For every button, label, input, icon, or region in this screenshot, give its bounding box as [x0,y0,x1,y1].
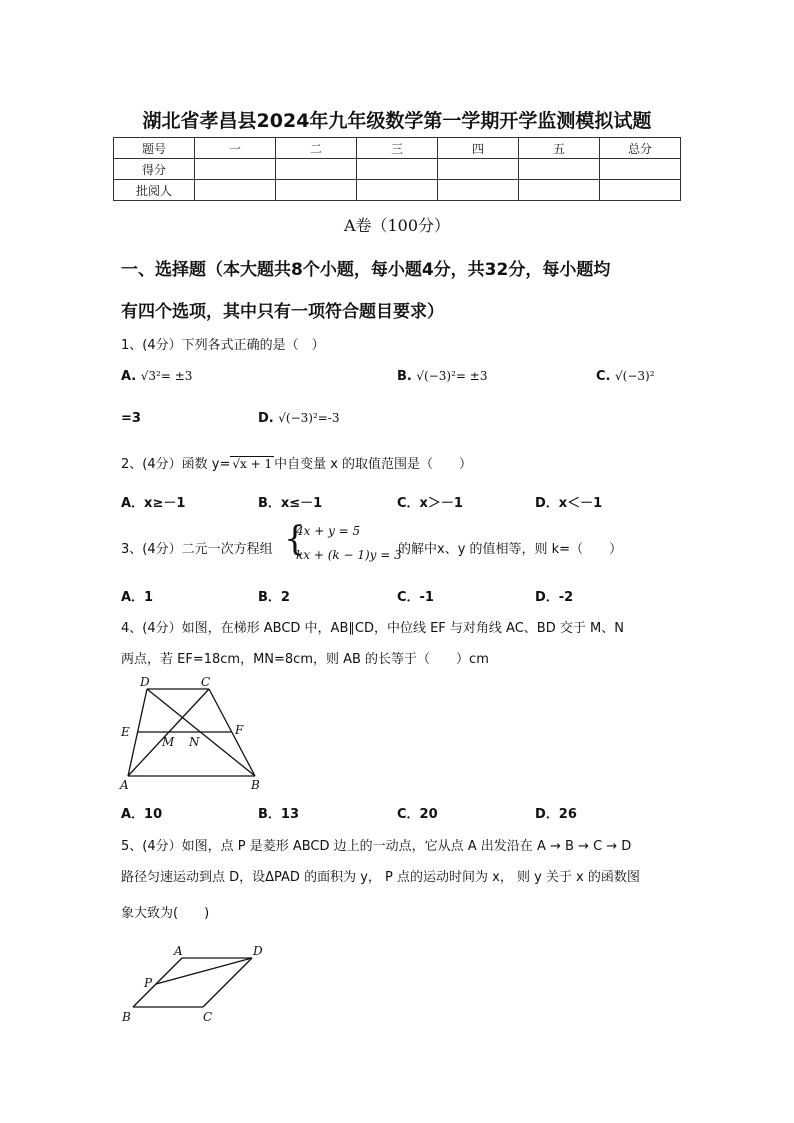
segment-pd [156,958,252,984]
label-e: E [121,725,130,739]
option-label: A. [121,369,137,384]
table-cell [600,180,681,201]
label-c: C [203,1010,213,1024]
section-heading-line2: 有四个选项，其中只有一项符合题目要求） [121,302,444,322]
label-b: B [122,1010,131,1024]
q1-option-d [258,411,340,426]
equation-1: 4x + y = 5 [296,524,361,538]
page-title: 湖北省孝昌县2024年九年级数学第一学期开学监测模拟试题 [142,110,652,132]
trapezoid-figure [115,672,275,797]
question-1-stem: 1、(4分）下列各式正确的是（ ） [121,338,325,353]
math-expression: √(−3)² [615,369,655,383]
table-header-cell: 三 [357,138,438,159]
table-header-cell: 四 [438,138,519,159]
q4-option-c: C．20 [397,807,438,822]
score-table-row [114,180,681,201]
table-cell [276,159,357,180]
question-4-line1: 4、(4分）如图，在梯形 ABCD 中，AB∥CD，中位线 EF 与对角线 AC、BD 交于 M、N [121,621,624,636]
table-cell [519,180,600,201]
q4-option-d: D．26 [535,807,577,822]
table-cell [195,180,276,201]
q4-option-b: B．13 [258,807,299,822]
edge-ab [133,958,182,1007]
stem-text: 中自变量 x 的取值范围是（ ） [274,457,473,472]
q3-option-a: A．1 [121,590,154,605]
label-f: F [235,723,244,737]
label-m: M [162,735,175,749]
q1-option-b [397,369,487,384]
equation-brace: { [284,519,306,559]
label-p: P [144,976,153,990]
q2-option-a: A．x≥－1 [121,496,186,511]
question-5-line3: 象大致为( ) [121,906,210,921]
label-a: A [120,778,129,792]
table-cell: 批阅人 [114,180,195,201]
question-5-line1: 5、(4分）如图，点 P 是菱形 ABCD 边上的一动点，它从点 A 出发沿在 A → B → C → D [121,839,632,854]
option-label: B. [397,369,412,384]
score-table-header-row [114,138,681,159]
score-table [113,137,681,201]
label-n: N [189,735,200,749]
math-expression: √x + 1 [232,457,273,471]
stem-text: 2、(4分）函数 y= [121,457,231,472]
label-b: B [251,778,260,792]
table-cell [438,180,519,201]
math-expression: √(−3)²= ±3 [416,369,488,383]
rhombus-figure [115,938,275,1028]
question-3-stem-post: 的解中x、y 的值相等，则 k=（ ） [398,542,623,557]
label-c: C [201,675,211,689]
section-heading-line1: 一、选择题（本大题共8个小题，每小题4分，共32分，每小题均 [121,260,611,280]
q1-option-a [121,369,192,384]
table-cell [357,159,438,180]
edge-cd [203,958,252,1007]
q3-option-c: C．-1 [397,590,434,605]
equation-2: kx + (k − 1)y = 3 [296,548,402,562]
q2-option-b: B．x≤－1 [258,496,323,511]
math-expression: √3²= ±3 [140,369,193,383]
label-a: A [174,944,183,958]
question-3-stem-pre: 3、(4分）二元一次方程组 [121,542,273,557]
label-d: D [253,944,263,958]
q1-option-c-continued: =3 [121,411,141,426]
table-cell [195,159,276,180]
q2-option-d: D．x＜－1 [535,496,603,511]
q3-option-b: B．2 [258,590,290,605]
question-2-stem [121,453,472,472]
table-cell [600,159,681,180]
score-table-row [114,159,681,180]
table-cell [357,180,438,201]
q4-option-a: A．10 [121,807,163,822]
table-header-cell: 二 [276,138,357,159]
q3-option-d: D．-2 [535,590,574,605]
table-header-cell: 五 [519,138,600,159]
table-header-cell: 总分 [600,138,681,159]
table-cell: 得分 [114,159,195,180]
q2-option-c: C．x＞－1 [397,496,463,511]
question-5-line2: 路径匀速运动到点 D，设ΔPAD 的面积为 y， P 点的运动时间为 x， 则 y 关于 x 的函数图 [121,870,640,885]
table-header-cell: 一 [195,138,276,159]
question-4-line2: 两点，若 EF=18cm，MN=8cm，则 AB 的长等于（ ）cm [121,652,489,667]
option-label: C. [596,369,611,384]
table-header-cell: 题号 [114,138,195,159]
math-expression: √(−3)²=-3 [278,411,340,425]
table-cell [438,159,519,180]
option-label: D. [258,411,274,426]
q1-option-c [596,369,655,384]
table-cell [519,159,600,180]
paper-section-subtitle: A卷（100分） [343,216,451,235]
label-d: D [140,675,150,689]
table-cell [276,180,357,201]
